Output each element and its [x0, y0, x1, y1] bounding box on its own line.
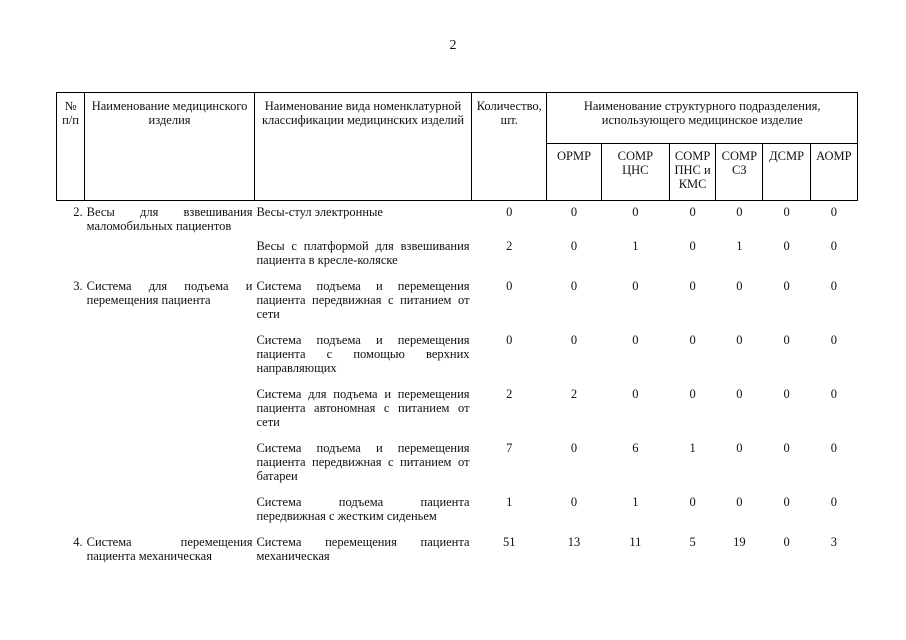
row-num — [57, 333, 85, 375]
equipment-table — [56, 92, 858, 563]
row-sub-dsmr: 0 — [783, 239, 790, 253]
table-row — [57, 441, 858, 483]
row-sub-somr-sz: 0 — [736, 387, 743, 401]
row-sub-dsmr: 0 — [783, 333, 790, 347]
header-num: № п/п — [57, 93, 85, 201]
row-sub-aomr: 0 — [830, 495, 837, 509]
row-sub-aomr: 0 — [830, 205, 837, 219]
header-type: Наименование вида номенклатурной классификации медицинских изделий — [254, 93, 471, 201]
row-num: 3. — [73, 279, 83, 293]
row-qty: 51 — [502, 535, 516, 549]
row-num — [57, 239, 85, 267]
row-qty: 0 — [506, 333, 513, 347]
row-sub-somr-pns-kms: 0 — [689, 387, 696, 401]
page-number: 2 — [449, 38, 457, 53]
table-row — [57, 205, 858, 233]
row-sub-somr-cns: 0 — [632, 205, 639, 219]
row-sub-somr-pns-kms: 0 — [689, 279, 696, 293]
row-item — [85, 495, 255, 523]
header-sub-dsmr: ДСМР — [763, 144, 810, 201]
row-sub-somr-sz: 19 — [733, 535, 746, 549]
table-row — [57, 279, 858, 321]
row-sub-aomr: 0 — [830, 279, 837, 293]
table-row — [57, 239, 858, 267]
row-sub-ormr: 0 — [570, 441, 578, 455]
header-sub-aomr: АОМР — [810, 144, 857, 201]
row-sub-ormr: 0 — [570, 333, 578, 347]
row-sub-somr-cns: 11 — [629, 535, 642, 549]
row-sub-ormr: 2 — [570, 387, 578, 401]
row-item: Система перемещения пациента механическая — [86, 535, 253, 563]
row-sub-somr-pns-kms: 5 — [689, 535, 696, 549]
header-item: Наименование медицинского изделия — [85, 93, 255, 201]
row-type: Система перемещения пациента механическая — [256, 535, 470, 563]
row-sub-dsmr: 0 — [783, 387, 790, 401]
row-type: Система подъема и перемещения пациента передвижная с питанием от сети — [256, 279, 470, 321]
row-sub-ormr: 0 — [570, 279, 578, 293]
row-sub-somr-cns: 0 — [632, 333, 639, 347]
header-sub-somr-pns-kms: СОМР ПНС и КМС — [670, 144, 716, 201]
row-sub-somr-sz: 0 — [736, 333, 743, 347]
row-sub-somr-sz: 0 — [736, 441, 743, 455]
row-sub-somr-cns: 1 — [632, 239, 639, 253]
table-row — [57, 535, 858, 563]
row-qty: 0 — [506, 279, 513, 293]
row-type: Система подъема и перемещения пациента с помощью верхних направляющих — [256, 333, 470, 375]
row-sub-aomr: 0 — [830, 441, 837, 455]
table-row — [57, 495, 858, 523]
row-type: Система для подъема и перемещения пациента автономная с питанием от сети — [256, 387, 470, 429]
row-qty: 0 — [506, 205, 513, 219]
row-sub-somr-pns-kms: 0 — [689, 239, 696, 253]
row-sub-somr-pns-kms: 0 — [689, 333, 696, 347]
row-type: Весы с платформой для взвешивания пациента в кресле-коляске — [256, 239, 470, 267]
header-sub-somr-sz: СОМР СЗ — [716, 144, 763, 201]
row-sub-ormr: 13 — [567, 535, 581, 549]
row-sub-aomr: 0 — [830, 333, 837, 347]
row-qty: 7 — [506, 441, 513, 455]
row-num — [57, 387, 85, 429]
row-sub-somr-cns: 1 — [632, 495, 639, 509]
row-sub-somr-cns: 6 — [632, 441, 639, 455]
header-subdivisions-group: Наименование структурного подразделения, использующего медицинское изделие — [547, 93, 858, 144]
row-sub-dsmr: 0 — [783, 535, 790, 549]
table-header-row — [57, 93, 858, 144]
row-sub-aomr: 0 — [830, 387, 837, 401]
row-sub-ormr: 0 — [570, 495, 578, 509]
row-item: Система для подъема и перемещения пациента — [86, 279, 253, 307]
row-item: Весы для взвешивания маломобильных пациентов — [86, 205, 253, 233]
row-sub-somr-cns: 0 — [632, 279, 639, 293]
row-sub-somr-cns: 0 — [632, 387, 639, 401]
row-type: Система подъема пациента передвижная с жестким сиденьем — [256, 495, 470, 523]
row-sub-somr-sz: 1 — [736, 239, 743, 253]
row-num: 2. — [73, 205, 83, 219]
row-type: Система подъема и перемещения пациента передвижная с питанием от батареи — [256, 441, 470, 483]
row-num: 4. — [73, 535, 83, 549]
header-qty: Количество, шт. — [472, 93, 547, 201]
row-sub-somr-sz: 0 — [736, 205, 743, 219]
row-sub-somr-pns-kms: 0 — [689, 205, 696, 219]
row-sub-dsmr: 0 — [783, 495, 790, 509]
row-item — [85, 387, 255, 429]
row-qty: 1 — [506, 495, 513, 509]
row-type: Весы-стул электронные — [256, 205, 383, 219]
row-qty: 2 — [506, 387, 513, 401]
row-sub-dsmr: 0 — [783, 205, 790, 219]
row-sub-aomr: 0 — [830, 239, 837, 253]
row-sub-somr-pns-kms: 1 — [689, 441, 696, 455]
row-sub-dsmr: 0 — [783, 441, 790, 455]
row-sub-somr-sz: 0 — [736, 495, 743, 509]
row-qty: 2 — [506, 239, 513, 253]
row-sub-dsmr: 0 — [783, 279, 790, 293]
row-num — [57, 495, 85, 523]
header-sub-ormr: ОРМР — [547, 144, 601, 201]
row-sub-ormr: 0 — [570, 205, 578, 219]
row-sub-somr-pns-kms: 0 — [689, 495, 696, 509]
table-row — [57, 333, 858, 375]
row-sub-ormr: 0 — [570, 239, 578, 253]
row-item — [85, 333, 255, 375]
row-sub-somr-sz: 0 — [736, 279, 743, 293]
row-num — [57, 441, 85, 483]
table-row — [57, 387, 858, 429]
header-sub-somr-cns: СОМР ЦНС — [601, 144, 669, 201]
row-item — [85, 441, 255, 483]
row-item — [85, 239, 255, 267]
row-sub-aomr: 3 — [830, 535, 837, 549]
